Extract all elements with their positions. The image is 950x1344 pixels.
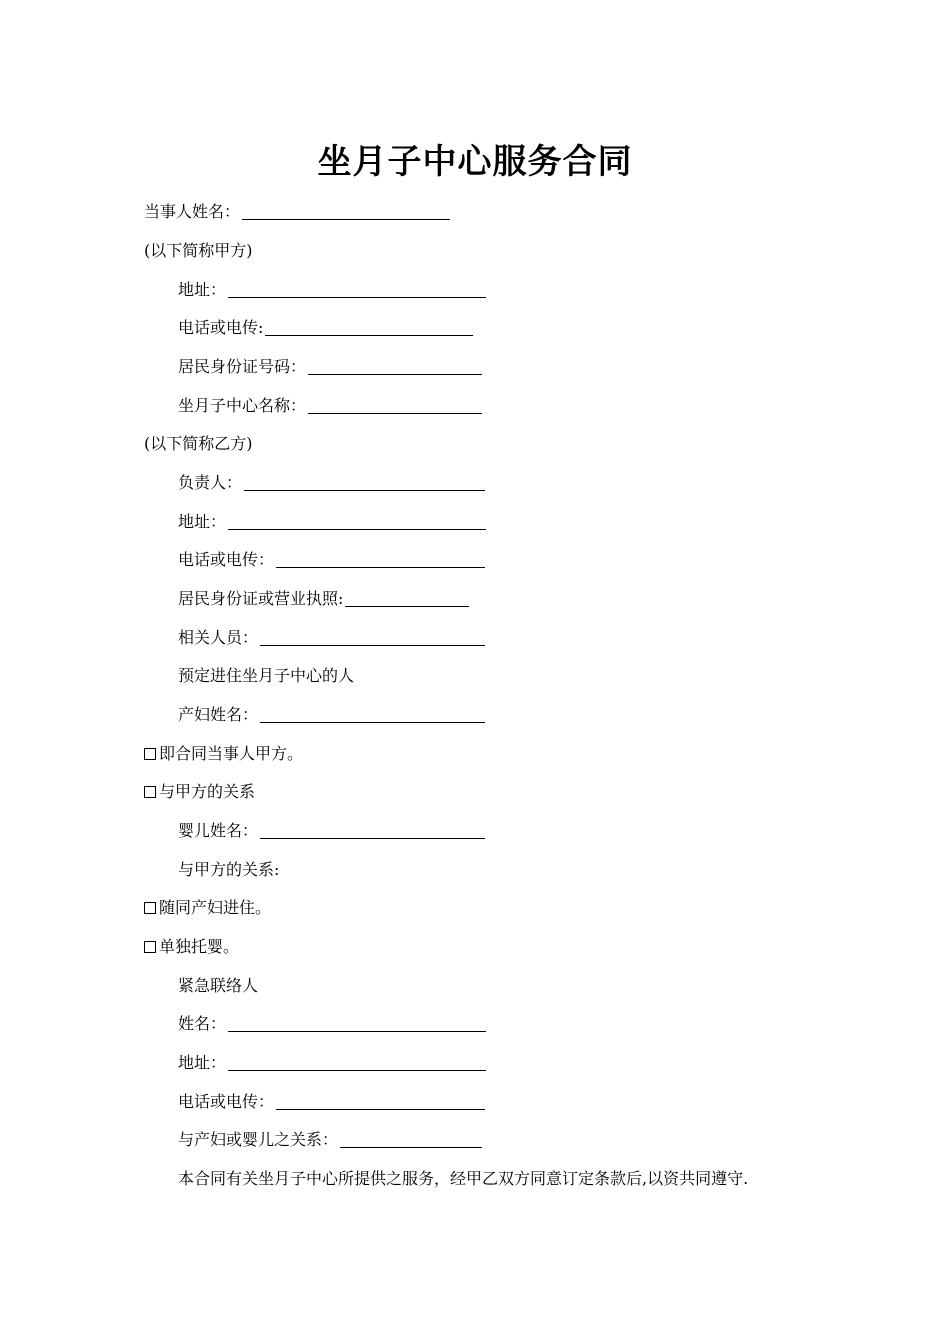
option-with-mother-label: 随同产妇进住。 <box>159 898 272 917</box>
party-b-related-label: 相关人员： <box>178 628 259 647</box>
party-b-related-row <box>178 626 485 650</box>
baby-name-blank[interactable] <box>260 819 485 839</box>
party-a-phone-blank[interactable] <box>265 316 473 336</box>
document-title: 坐月子中心服务合同 <box>317 142 633 182</box>
mother-name-blank[interactable] <box>260 703 485 723</box>
emergency-name-label: 姓名： <box>178 1014 227 1033</box>
party-b-license-row <box>178 587 469 611</box>
closing-statement: 本合同有关坐月子中心所提供之服务，经甲乙双方同意订定条款后,以资共同遵守. <box>178 1169 749 1188</box>
option-relation-row <box>144 780 255 804</box>
baby-name-row <box>178 819 485 843</box>
party-a-address-blank[interactable] <box>228 278 486 298</box>
party-a-address-label: 地址： <box>178 280 227 299</box>
resident-heading: 预定进住坐月子中心的人 <box>178 666 355 685</box>
party-a-name-label: 当事人姓名： <box>144 202 241 221</box>
party-b-address-blank[interactable] <box>228 510 486 530</box>
party-b-license-blank[interactable] <box>345 587 469 607</box>
party-b-person-row <box>178 471 485 495</box>
checkbox-same-party[interactable] <box>144 748 156 760</box>
party-b-person-label: 负责人： <box>178 473 243 492</box>
baby-name-label: 婴儿姓名： <box>178 821 259 840</box>
emergency-phone-label: 电话或电传： <box>178 1092 275 1111</box>
party-a-name-row <box>144 200 450 224</box>
emergency-relation-label: 与产妇或婴儿之关系： <box>178 1130 339 1149</box>
party-b-related-blank[interactable] <box>260 626 485 646</box>
baby-relation-label: 与甲方的关系: <box>178 860 280 879</box>
emergency-relation-blank[interactable] <box>340 1128 482 1148</box>
emergency-address-blank[interactable] <box>228 1051 486 1071</box>
option-with-mother-row <box>144 896 271 920</box>
party-a-phone-label: 电话或电传: <box>178 318 264 337</box>
emergency-phone-row <box>178 1090 485 1114</box>
option-same-party-row <box>144 742 303 766</box>
center-name-row <box>178 394 482 418</box>
option-baby-alone-row <box>144 935 239 959</box>
checkbox-with-mother[interactable] <box>144 902 156 914</box>
party-a-alias: (以下简称甲方) <box>144 241 253 260</box>
emergency-name-blank[interactable] <box>228 1012 486 1032</box>
party-a-name-blank[interactable] <box>242 200 450 220</box>
party-b-person-blank[interactable] <box>244 471 485 491</box>
center-name-blank[interactable] <box>308 394 482 414</box>
emergency-address-label: 地址： <box>178 1053 227 1072</box>
option-same-party-label: 即合同当事人甲方。 <box>159 744 304 763</box>
option-relation-label: 与甲方的关系 <box>159 782 256 801</box>
center-name-label: 坐月子中心名称： <box>178 396 307 415</box>
mother-name-label: 产妇姓名： <box>178 705 259 724</box>
checkbox-baby-alone[interactable] <box>144 941 156 953</box>
option-baby-alone-label: 单独托婴。 <box>159 937 240 956</box>
emergency-relation-row <box>178 1128 482 1152</box>
party-b-address-row <box>178 510 486 534</box>
mother-name-row <box>178 703 485 727</box>
party-b-phone-label: 电话或电传： <box>178 550 275 569</box>
party-a-id-row <box>178 355 482 379</box>
emergency-name-row <box>178 1012 486 1036</box>
party-b-license-label: 居民身份证或营业执照: <box>178 589 344 608</box>
party-b-alias: (以下简称乙方) <box>144 434 253 453</box>
party-b-phone-blank[interactable] <box>276 548 485 568</box>
emergency-phone-blank[interactable] <box>276 1090 485 1110</box>
party-b-address-label: 地址： <box>178 512 227 531</box>
party-a-id-blank[interactable] <box>308 355 482 375</box>
checkbox-relation[interactable] <box>144 786 156 798</box>
party-a-address-row <box>178 278 486 302</box>
party-b-phone-row <box>178 548 485 572</box>
party-a-id-label: 居民身份证号码： <box>178 357 307 376</box>
emergency-address-row <box>178 1051 486 1075</box>
party-a-phone-row <box>178 316 473 340</box>
emergency-heading: 紧急联络人 <box>178 976 259 995</box>
